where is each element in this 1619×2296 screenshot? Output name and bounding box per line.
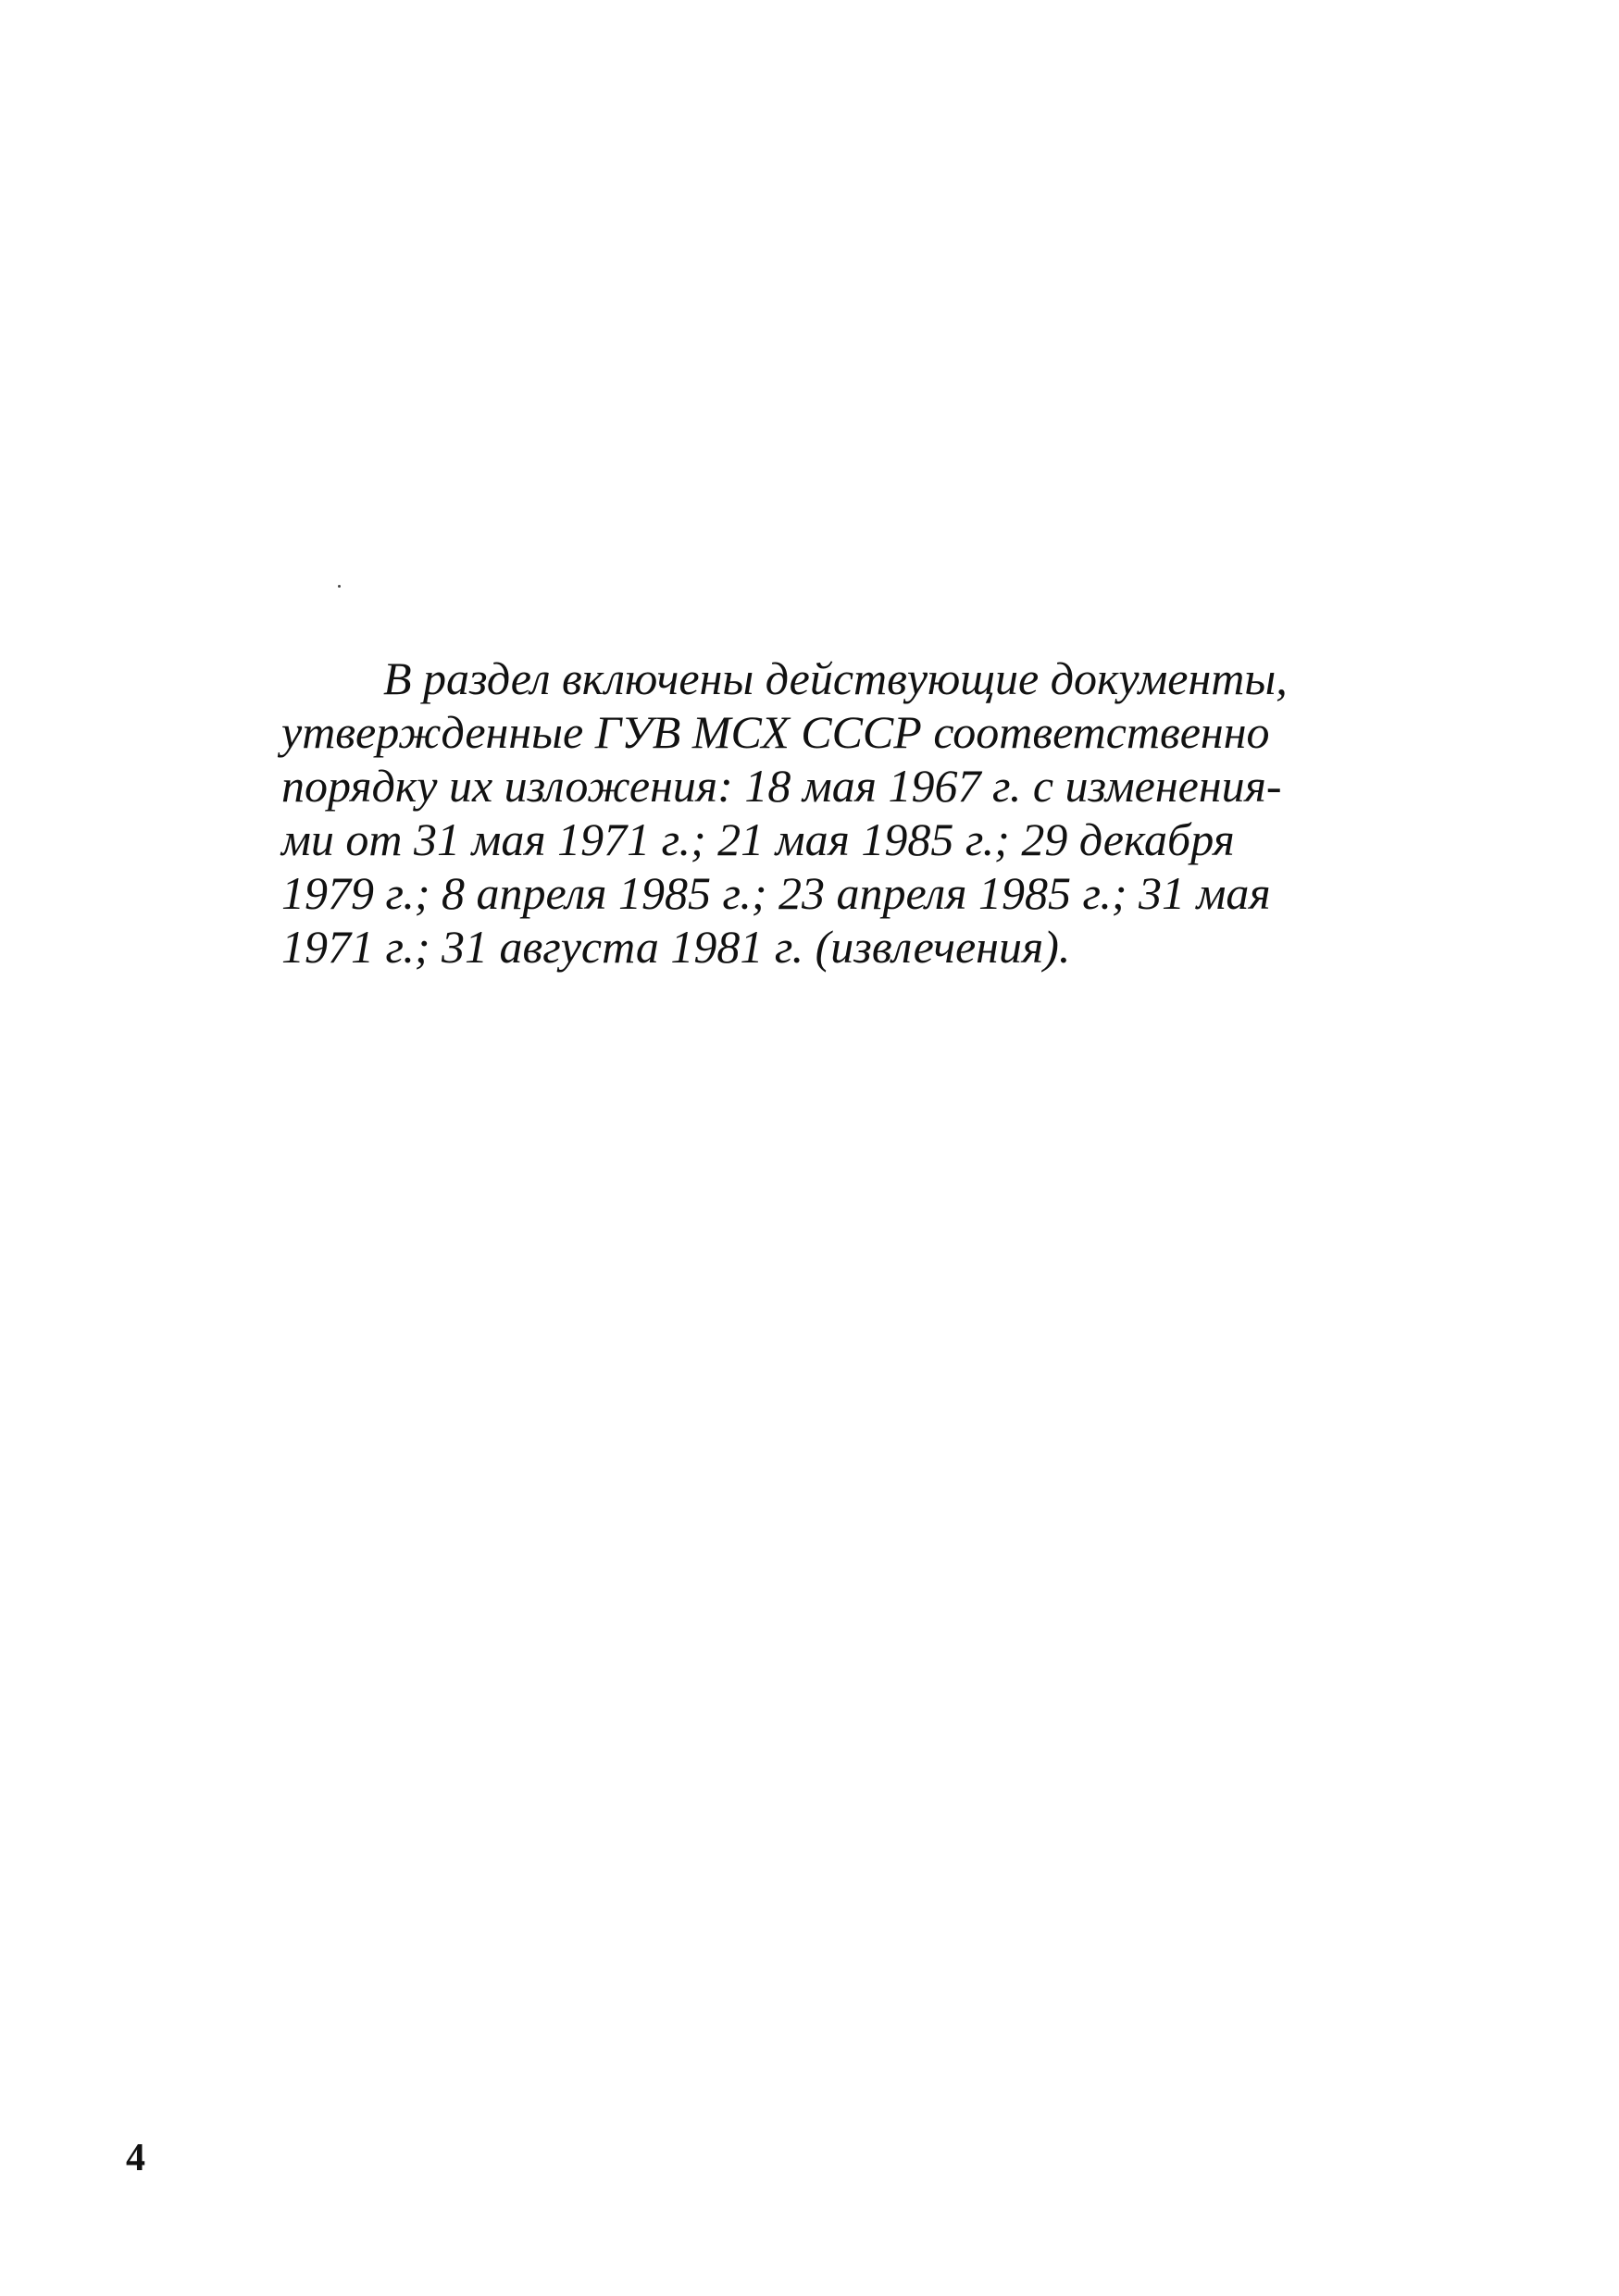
note-line: 1971 г.; 31 августа 1981 г. (извлечения). <box>281 921 1071 973</box>
scan-speck <box>338 585 341 588</box>
note-line: В раздел включены действующие документы, <box>383 652 1288 704</box>
note-line: утвержденные ГУВ МСХ СССР соответственно <box>281 706 1270 758</box>
section-note <box>281 652 1392 974</box>
note-line: порядку их изложения: 18 мая 1967 г. с изменения- <box>281 760 1282 812</box>
page-number: 4 <box>126 2137 145 2179</box>
note-line: ми от 31 мая 1971 г.; 21 мая 1985 г.; 29 декабря <box>281 813 1235 865</box>
note-line: 1979 г.; 8 апреля 1985 г.; 23 апреля 1985 г.; 31 мая <box>281 867 1271 919</box>
